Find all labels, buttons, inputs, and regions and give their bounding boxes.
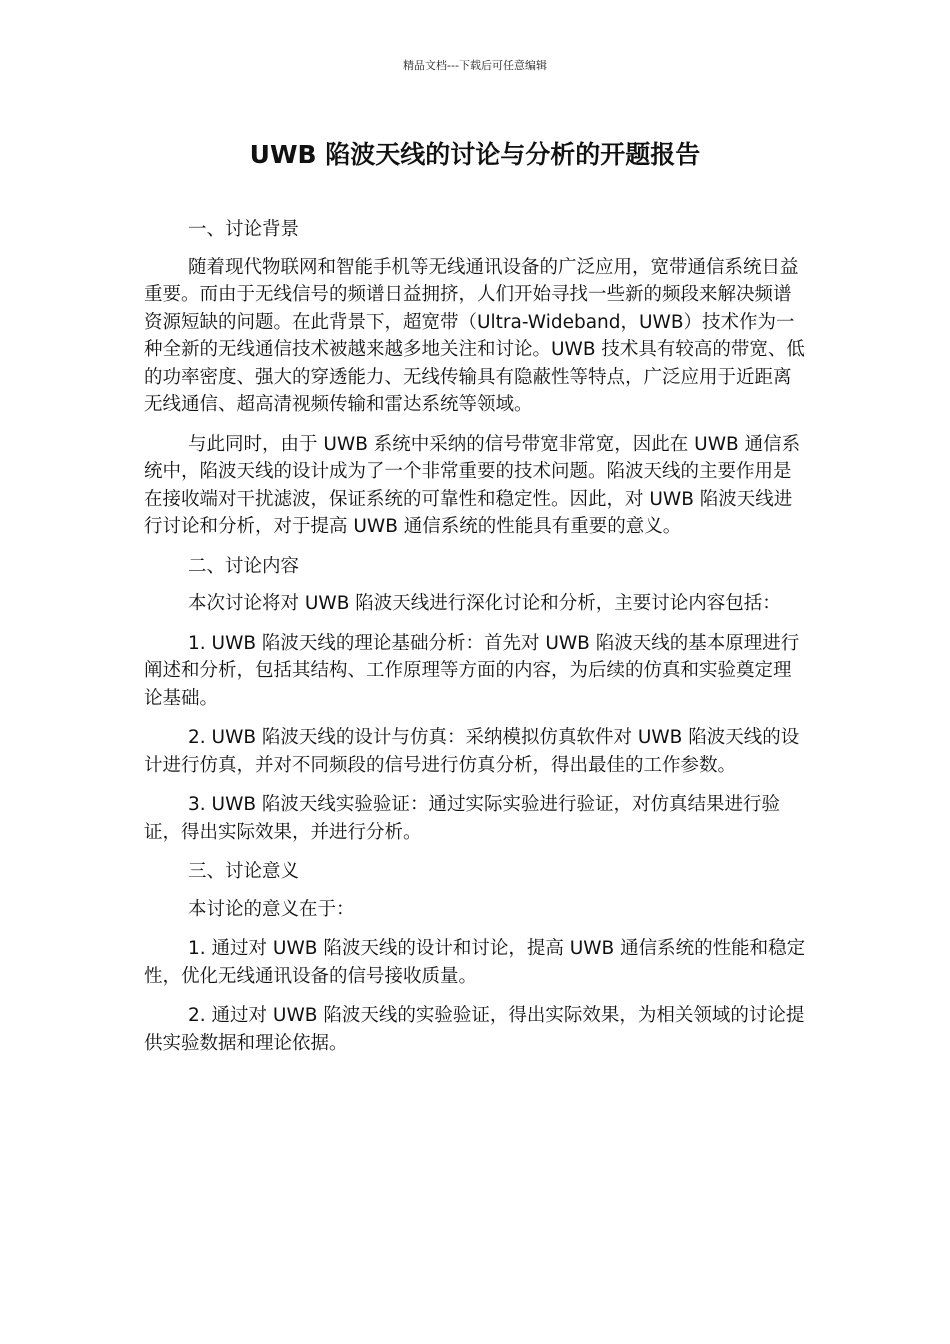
list-item-content-2: 2. UWB 陷波天线的设计与仿真：采纳模拟仿真软件对 UWB 陷波天线的设计进行仿真，并对不同频段的信号进行仿真分析，得出最佳的工作参数。 bbox=[144, 727, 800, 776]
list-item-content-1: 1. UWB 陷波天线的理论基础分析：首先对 UWB 陷波天线的基本原理进行阐述和分析，包括其结构、工作原理等方面的内容，为后续的仿真和实验奠定理论基础。 bbox=[144, 632, 800, 709]
paragraph-content-intro: 本次讨论将对 UWB 陷波天线进行深化讨论和分析，主要讨论内容包括： bbox=[188, 593, 781, 614]
paragraph-background-2: 与此同时，由于 UWB 系统中采纳的信号带宽非常宽，因此在 UWB 通信系统中，陷波天线的设计成为了一个非常重要的技术问题。陷波天线的主要作用是在接收端对干扰滤波，保证系统的可靠性和稳定性。因此，对 UWB 陷波天线进行讨论和分析，对于提高 UWB 通信系统的性能具有重要的意义。 bbox=[144, 433, 801, 537]
paragraph-background-1: 随着现代物联网和智能手机等无线通讯设备的广泛应用，宽带通信系统日益重要。而由于无线信号的频谱日益拥挤，人们开始寻找一些新的频段来解决频谱资源短缺的问题。在此背景下，超宽带（Ultra-Wideband，UWB）技术作为一种全新的无线通信技术被越来越多地关注和讨论。UWB 技术具有较高的带宽、低的功率密度、强大的穿透能力、无线传输具有隐蔽性等特点，广泛应用于近距离无线通信、超高清视频传输和雷达系统等领域。 bbox=[144, 256, 805, 415]
document-body bbox=[144, 216, 808, 1069]
header-note: 精品文档---下载后可任意编辑 bbox=[403, 59, 547, 72]
section-heading-background: 一、讨论背景 bbox=[188, 219, 300, 240]
section-heading-significance: 三、讨论意义 bbox=[188, 861, 300, 882]
list-item-content-3: 3. UWB 陷波天线实验验证：通过实际实验进行验证，对仿真结果进行验证，得出实际效果，并进行分析。 bbox=[144, 794, 780, 843]
document-title: UWB 陷波天线的讨论与分析的开题报告 bbox=[249, 140, 701, 169]
paragraph-significance-intro: 本讨论的意义在于： bbox=[188, 898, 355, 920]
list-item-significance-1: 1. 通过对 UWB 陷波天线的设计和讨论，提高 UWB 通信系统的性能和稳定性，优化无线通讯设备的信号接收质量。 bbox=[144, 938, 806, 987]
section-heading-content: 二、讨论内容 bbox=[188, 555, 300, 577]
list-item-significance-2: 2. 通过对 UWB 陷波天线的实验验证，得出实际效果，为相关领域的讨论提供实验数据和理论依据。 bbox=[144, 1005, 805, 1054]
